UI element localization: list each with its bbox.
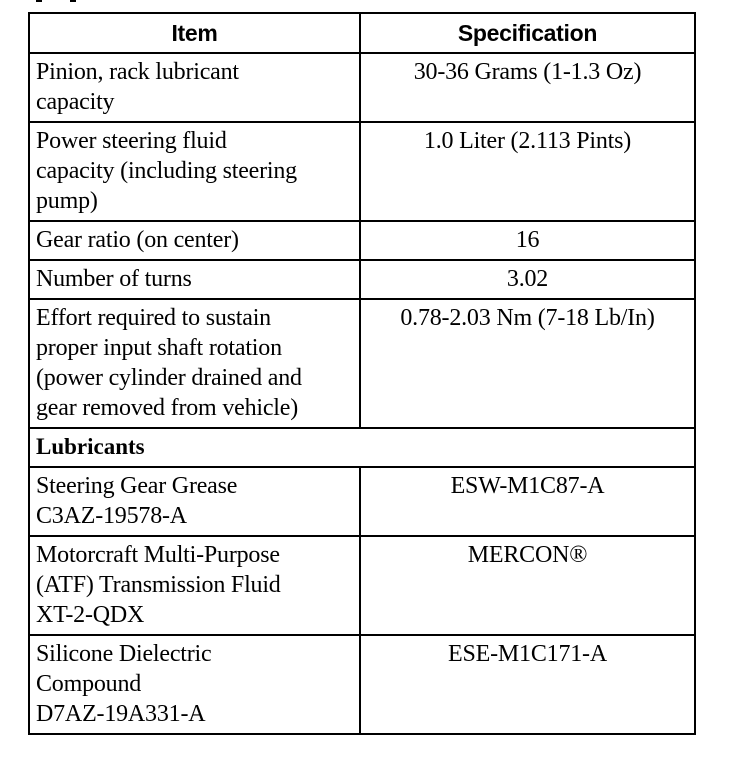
item-text-line: capacity xyxy=(36,89,115,115)
item-cell xyxy=(29,260,360,299)
spec-cell: ESE-M1C171-A xyxy=(360,635,695,734)
item-cell xyxy=(29,53,360,122)
item-text-line: C3AZ-19578-A xyxy=(36,503,187,529)
table-row xyxy=(29,122,695,221)
item-text-line: capacity (including steering xyxy=(36,158,297,184)
cut-off-caption-fragment xyxy=(30,0,100,6)
spec-cell: 16 xyxy=(360,221,695,260)
table-row xyxy=(29,635,695,734)
item-text-line: pump) xyxy=(36,188,98,214)
item-text-line: Effort required to sustain xyxy=(36,305,271,331)
item-cell xyxy=(29,536,360,635)
item-text-line: proper input shaft rotation xyxy=(36,335,282,361)
spec-cell: 30-36 Grams (1-1.3 Oz) xyxy=(360,53,695,122)
table-row xyxy=(29,536,695,635)
specification-table xyxy=(28,12,696,735)
item-cell xyxy=(29,221,360,260)
item-text-line: XT-2-QDX xyxy=(36,602,145,628)
item-text-line: Power steering fluid xyxy=(36,128,227,154)
table-row xyxy=(29,260,695,299)
item-text-line: (ATF) Transmission Fluid xyxy=(36,572,281,598)
section-heading: Lubricants xyxy=(29,428,695,467)
item-text-line: Silicone Dielectric xyxy=(36,641,212,667)
item-text-line: D7AZ-19A331-A xyxy=(36,701,206,727)
table-row xyxy=(29,221,695,260)
spec-cell: 3.02 xyxy=(360,260,695,299)
item-text-line: Motorcraft Multi-Purpose xyxy=(36,542,280,568)
item-column-header: Item xyxy=(29,13,360,53)
item-cell xyxy=(29,122,360,221)
spec-cell: 1.0 Liter (2.113 Pints) xyxy=(360,122,695,221)
spec-cell: MERCON® xyxy=(360,536,695,635)
header-row xyxy=(29,13,695,53)
item-text-line: gear removed from vehicle) xyxy=(36,395,298,421)
item-text-line: Gear ratio (on center) xyxy=(36,227,239,253)
item-cell xyxy=(29,635,360,734)
table-row xyxy=(29,299,695,428)
item-text-line: (power cylinder drained and xyxy=(36,365,302,391)
item-text-line: Compound xyxy=(36,671,142,697)
item-cell xyxy=(29,299,360,428)
table-row xyxy=(29,467,695,536)
table-row xyxy=(29,53,695,122)
spec-cell: 0.78-2.03 Nm (7-18 Lb/In) xyxy=(360,299,695,428)
section-row xyxy=(29,428,695,467)
item-text-line: Steering Gear Grease xyxy=(36,473,238,499)
specification-column-header: Specification xyxy=(360,13,695,53)
item-cell xyxy=(29,467,360,536)
item-text-line: Pinion, rack lubricant xyxy=(36,59,239,85)
spec-cell: ESW-M1C87-A xyxy=(360,467,695,536)
item-text-line: Number of turns xyxy=(36,266,192,292)
